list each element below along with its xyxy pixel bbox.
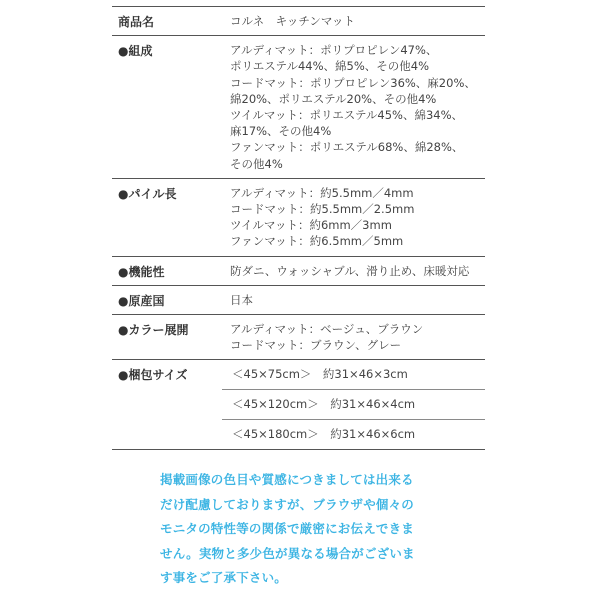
colors-line: アルディマット：ベージュ、ブラウン [230, 322, 424, 337]
pile-length-line: アルディマット：約5.5mm／4mm [230, 185, 414, 200]
spec-table [112, 6, 485, 450]
composition-line: ファンマット：ポリエステル68%、綿28%、 [230, 140, 464, 155]
package-size-75: ＜45×75cm＞ 約31×46×3cm [232, 367, 408, 382]
color-disclaimer [160, 468, 450, 591]
disclaimer-line: モニタの特性等の関係で厳密にお伝えできま [160, 521, 415, 536]
colors-label: ●カラー展開 [118, 323, 189, 338]
composition-line: 綿20%、ポリエステル20%、その他4% [230, 91, 437, 106]
row-product-name [112, 7, 485, 36]
row-origin [112, 286, 485, 315]
row-pile-length [112, 179, 485, 257]
row-composition [112, 36, 485, 179]
origin-value: 日本 [230, 292, 253, 307]
pile-length-label: ●パイル長 [118, 186, 177, 201]
function-value: 防ダニ、ウォッシャブル、滑り止め、床暖対応 [230, 263, 470, 278]
disclaimer-line: せん。実物と多少色が異なる場合がございま [160, 545, 415, 561]
function-label: ●機能性 [118, 264, 165, 279]
origin-label: ●原産国 [118, 293, 165, 308]
package-size-label: ●梱包サイズ [118, 368, 188, 383]
pile-length-line: ツイルマット：約6mm／3mm [230, 218, 392, 233]
package-size-120: ＜45×120cm＞ 約31×46×4cm [222, 389, 485, 419]
disclaimer-line: す事をご了承下さい。 [160, 570, 288, 585]
row-package-size [112, 360, 485, 450]
pile-length-line: コードマット：約5.5mm／2.5mm [230, 202, 415, 217]
composition-line: ツイルマット：ポリエステル45%、綿34%、 [230, 108, 464, 123]
composition-line: その他4% [230, 156, 283, 171]
product-name-value: コルネ キッチンマット [230, 14, 355, 28]
composition-line: 麻17%、その他4% [230, 124, 332, 139]
disclaimer-line: 掲載画像の色目や質感につきましては出来る [160, 472, 414, 487]
product-name-label: 商品名 [118, 15, 155, 29]
composition-line: アルディマット：ポリプロピレン47%、 [230, 43, 438, 58]
colors-line: コードマット：ブラウン、グレー [230, 338, 402, 353]
composition-line: ポリエステル44%、綿5%、その他4% [230, 59, 430, 74]
pile-length-line: ファンマット：約6.5mm／5mm [230, 234, 404, 249]
composition-label: ●組成 [118, 44, 153, 59]
row-colors [112, 315, 485, 360]
disclaimer-line: だけ配慮しておりますが、ブラウザや個々の [160, 496, 415, 512]
package-size-180: ＜45×180cm＞ 約31×46×6cm [222, 419, 485, 449]
row-function [112, 257, 485, 286]
composition-line: コードマット：ポリプロピレン36%、麻20%、 [230, 75, 476, 90]
